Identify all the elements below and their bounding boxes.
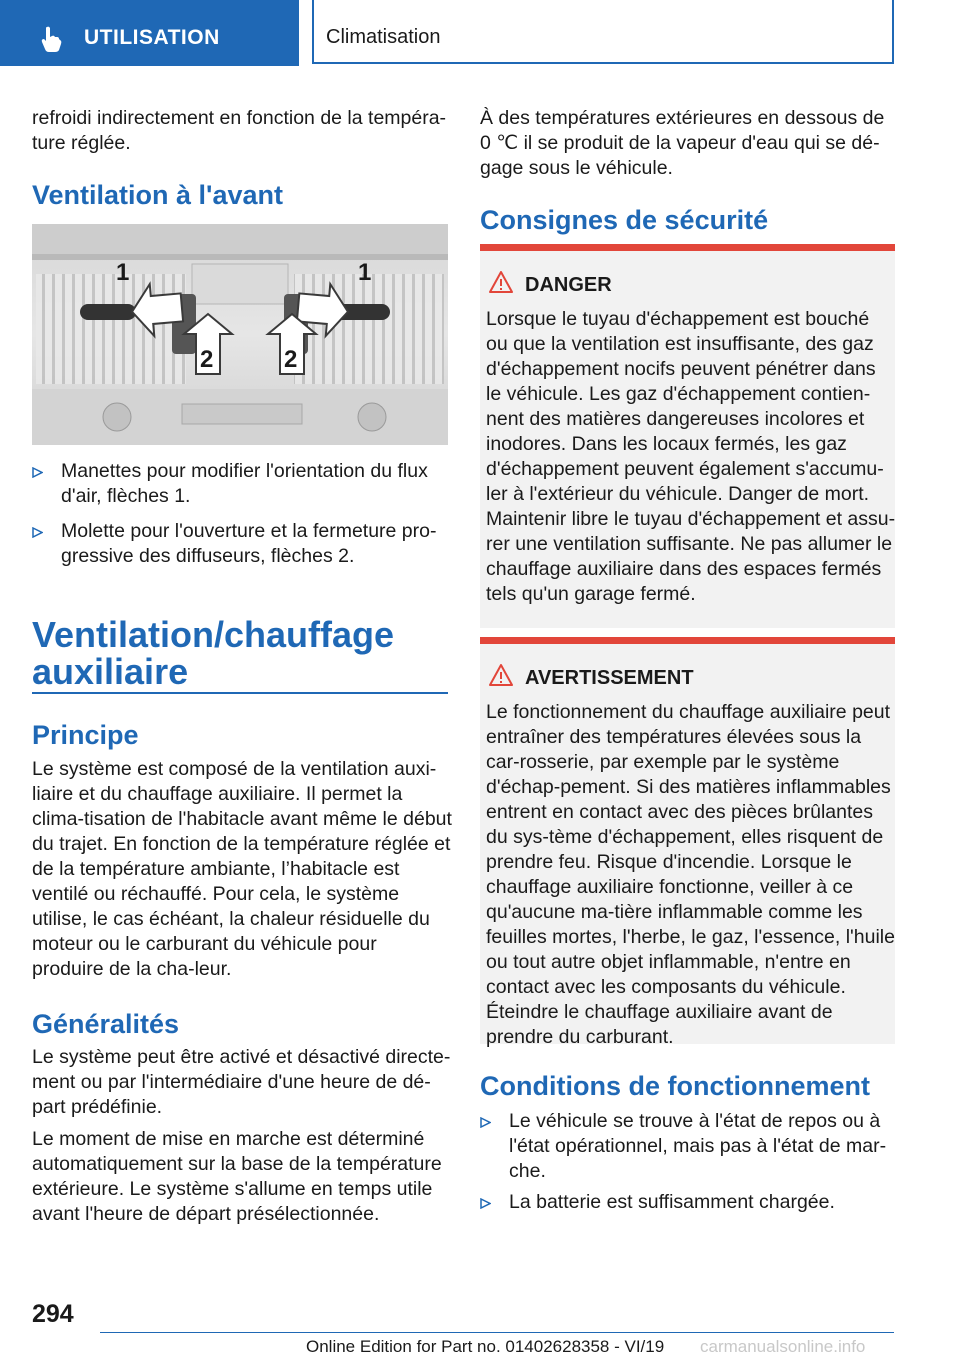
danger-bar xyxy=(480,244,895,251)
chapter-tab-label: UTILISATION xyxy=(84,26,220,49)
conditions-item-1-text: Le véhicule se trouve à l'état de repos ou à l'état opérationnel, mais pas à l'état de mar-che. xyxy=(509,1110,887,1182)
vent-heading: Ventilation à l'avant xyxy=(32,180,283,210)
generalites-text-1: Le système peut être activé et désactivé directe-ment ou par l'intermédiaire d'une heure de dé-part prédéfinie. xyxy=(32,1046,451,1118)
bullet-triangle-icon xyxy=(32,467,43,478)
principe-heading: Principe xyxy=(32,720,139,750)
safety-heading: Consignes de sécurité xyxy=(480,205,769,235)
conditions-heading: Conditions de fonctionnement xyxy=(480,1071,870,1101)
right-intro-text: À des températures extérieures en dessous de 0 ℃ il se produit de la vapeur d'eau qui se dé-gage sous le véhicule. xyxy=(480,107,885,179)
bullet-triangle-icon xyxy=(480,1198,491,1209)
danger-text: Lorsque le tuyau d'échappement est bouché ou que la ventilation est insuffisante, des gaz d'échappement nocifs peuvent pénétrer dans le véhicule. Les gaz d'échappement contien-nent des matières dangereuses incolores et inodores. Dans les locaux fermés, les gaz d'échappement peuvent également s'accumu-ler à l'extérieur du véhicule. Danger de mort. Maintenir libre le tuyau d'échappement et assu-rer une ventilation suffisante. Ne pas allumer le chauffage auxiliaire dans des espaces fermés tels qu'un garage fermé. xyxy=(486,308,896,605)
principe-text: Le système est composé de la ventilation auxi-liaire et du chauffage auxiliaire. Il permet la clima-tisation de l'habitacle avant même le début du trajet. En fonction de la température réglée et de la température ambiante, l’habitacle est ventilé ou réchauffé. Pour cela, le système utilise, le cas échéant, la chaleur résiduelle du moteur ou le carburant du véhicule pour produire de la cha-leur. xyxy=(32,758,452,980)
conditions-item-1 xyxy=(480,1109,895,1184)
figure-label-1a: 1 xyxy=(116,259,130,286)
figure-label-2a: 2 xyxy=(200,346,214,373)
aux-heading-line-1: Ventilation/chauffage xyxy=(32,614,395,655)
left-intro-text: refroidi indirectement en fonction de la tempéra-ture réglée. xyxy=(32,107,447,154)
bullet-triangle-icon xyxy=(480,1117,491,1128)
footer-rule xyxy=(100,1332,894,1333)
warning-triangle-icon xyxy=(488,663,514,687)
vent-item-1-text: Manettes pour modifier l'orientation du flux d'air, flèches 1. xyxy=(61,460,428,507)
footer-edition: Online Edition for Part no. 01402628358 - VI/19 xyxy=(306,1337,665,1356)
warning-text: Le fonctionnement du chauffage auxiliaire peut entraîner des températures élevées sous la car-rosserie, par exemple par le système d'échap-pement. Si des matières inflammables entrent en contact avec des pièces brûlantes du sys-tème d'échappement, elles risquent de prendre feu. Risque d'incendie. Lorsque le chauffage auxiliaire fonctionne, veiller à ce qu'aucune ma-tière inflammable comme les feuilles mortes, l'herbe, le gaz, l'essence, l'huile ou tout autre objet inflammable, n'entre en contact avec les composants du véhicule. Éteindre le chauffage auxiliaire avant de prendre du carburant. xyxy=(486,701,895,1048)
conditions-item-2-text: La batterie est suffisamment chargée. xyxy=(509,1191,835,1213)
generalites-text-2: Le moment de mise en marche est déterminé automatiquement sur la base de la température extérieure. Le système s'allume en temps utile avant l'heure de départ présélectionnée. xyxy=(32,1128,442,1225)
pointing-hand-icon xyxy=(40,26,62,52)
section-title: Climatisation xyxy=(326,26,441,48)
aux-heading-line-2: auxiliaire xyxy=(32,651,189,692)
vent-item-2 xyxy=(32,519,452,569)
front-vents-photo xyxy=(32,224,448,445)
danger-notice xyxy=(480,244,895,628)
page-number: 294 xyxy=(32,1300,74,1328)
bullet-triangle-icon xyxy=(32,527,43,538)
vent-item-1 xyxy=(32,459,452,509)
warning-triangle-icon xyxy=(488,270,514,294)
chapter-tab[interactable] xyxy=(0,0,299,66)
warning-bar xyxy=(480,637,895,644)
generalites-heading: Généralités xyxy=(32,1009,180,1039)
aux-heading-rule xyxy=(32,692,448,694)
danger-title: DANGER xyxy=(525,274,612,296)
watermark: carmanualsonline.info xyxy=(700,1337,866,1356)
figure-label-1b: 1 xyxy=(358,259,372,286)
warning-title: AVERTISSEMENT xyxy=(525,667,694,689)
vent-item-2-text: Molette pour l'ouverture et la fermeture pro-gressive des diffuseurs, flèches 2. xyxy=(61,520,437,567)
section-header xyxy=(312,0,894,64)
figure-label-2b: 2 xyxy=(284,346,298,373)
conditions-item-2 xyxy=(480,1190,895,1215)
warning-notice xyxy=(480,637,895,1048)
